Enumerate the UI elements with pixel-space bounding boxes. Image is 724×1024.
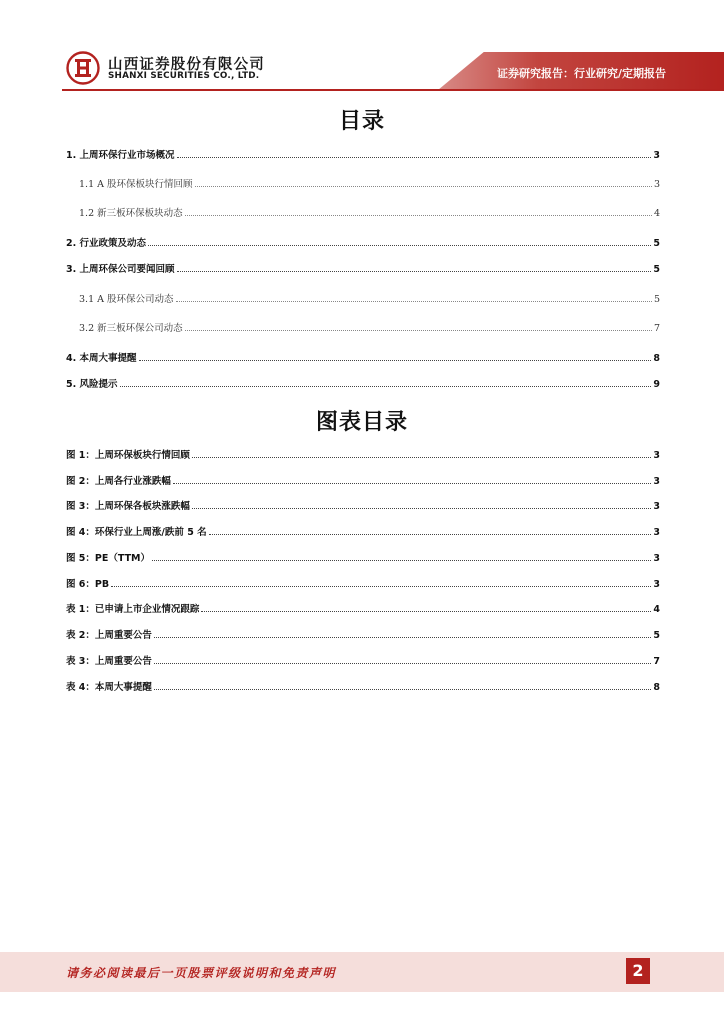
company-name-cn: 山西证券股份有限公司 <box>108 57 265 73</box>
figure-entry-page: 4 <box>653 604 660 615</box>
figure-entry-label: 图 5：PE（TTM） <box>66 553 151 564</box>
toc-entry[interactable] <box>66 377 660 389</box>
toc-entry-label: 3.1 A 股环保公司动态 <box>79 294 174 305</box>
figure-entry-page: 3 <box>653 450 660 461</box>
toc-leader-dots <box>201 602 651 612</box>
toc-entry[interactable] <box>79 321 660 333</box>
toc-entry-label: 5. 风险提示 <box>66 379 118 390</box>
toc-entry-page: 4 <box>653 208 660 219</box>
toc-entry-label: 3. 上周环保公司要闻回顾 <box>66 264 175 275</box>
toc-leader-dots <box>185 321 652 331</box>
report-type-label: 证券研究报告：行业研究/定期报告 <box>496 67 666 80</box>
toc-entry[interactable] <box>66 262 660 274</box>
figure-entry-label: 表 1：已申请上市企业情况跟踪 <box>66 604 200 615</box>
figure-entry-label: 表 2：上周重要公告 <box>66 630 152 641</box>
figure-entry-page: 3 <box>653 527 660 538</box>
figure-entry[interactable] <box>66 525 660 537</box>
toc-leader-dots <box>177 148 652 158</box>
toc-leader-dots <box>148 236 651 246</box>
toc-leader-dots <box>120 377 652 387</box>
figure-entry-page: 3 <box>653 553 660 564</box>
toc-leader-dots <box>152 551 651 561</box>
toc-entry[interactable] <box>66 148 660 160</box>
figure-entry-label: 图 4：环保行业上周涨/跌前 5 名 <box>66 527 207 538</box>
figure-entry[interactable] <box>66 680 660 692</box>
figure-entry-label: 表 4：本周大事提醒 <box>66 682 152 693</box>
figure-entry-label: 图 1：上周环保板块行情回顾 <box>66 450 190 461</box>
figure-entry[interactable] <box>66 474 660 486</box>
toc-entry-page: 3 <box>653 150 660 161</box>
toc-leader-dots <box>185 206 652 216</box>
header-divider <box>62 89 724 91</box>
figure-entry[interactable] <box>66 654 660 666</box>
page-number: 2 <box>626 958 650 984</box>
toc-leader-dots <box>192 499 651 509</box>
toc-leader-dots <box>154 628 651 638</box>
toc-leader-dots <box>111 577 651 587</box>
company-logo-icon <box>66 51 100 85</box>
company-name-en: SHANXI SECURITIES CO., LTD. <box>108 71 260 81</box>
figure-entry-page: 3 <box>653 501 660 512</box>
toc-title: 目录 <box>338 109 385 134</box>
toc-entry[interactable] <box>79 177 660 189</box>
toc-entry-label: 3.2 新三板环保公司动态 <box>79 323 183 334</box>
toc-entry[interactable] <box>66 351 660 363</box>
toc-entry[interactable] <box>79 292 660 304</box>
figure-entry[interactable] <box>66 551 660 563</box>
toc-leader-dots <box>209 525 652 535</box>
figure-entry[interactable] <box>66 499 660 511</box>
toc-entry[interactable] <box>79 206 660 218</box>
figure-entry-label: 图 6：PB <box>66 579 110 590</box>
figure-entry-label: 图 3：上周环保各板块涨跌幅 <box>66 501 190 512</box>
toc-leader-dots <box>154 654 651 664</box>
figures-toc-title: 图表目录 <box>315 410 408 435</box>
toc-leader-dots <box>176 292 652 302</box>
toc-entry-page: 5 <box>653 264 660 275</box>
toc-entry-label: 4. 本周大事提醒 <box>66 353 137 364</box>
figure-entry-label: 表 3：上周重要公告 <box>66 656 152 667</box>
toc-entry[interactable] <box>66 236 660 248</box>
toc-leader-dots <box>177 262 652 272</box>
figure-entry[interactable] <box>66 448 660 460</box>
toc-entry-label: 2. 行业政策及动态 <box>66 238 147 249</box>
figure-entry-page: 5 <box>653 630 660 641</box>
figure-entry-page: 3 <box>653 579 660 590</box>
figure-entry-label: 图 2：上周各行业涨跌幅 <box>66 476 171 487</box>
toc-entry-label: 1.1 A 股环保板块行情回顾 <box>79 179 193 190</box>
footer-disclaimer: 请务必阅读最后一页股票评级说明和免责声明 <box>66 966 337 980</box>
toc-leader-dots <box>173 474 651 484</box>
toc-entry-page: 3 <box>653 179 660 190</box>
toc-entry-page: 7 <box>653 323 660 334</box>
figure-entry-page: 8 <box>653 682 660 693</box>
page-header <box>0 0 724 100</box>
toc-entry-page: 5 <box>653 238 660 249</box>
toc-leader-dots <box>192 448 651 458</box>
toc-entry-page: 9 <box>653 379 660 390</box>
toc-entry-label: 1. 上周环保行业市场概况 <box>66 150 175 161</box>
figure-entry-page: 3 <box>653 476 660 487</box>
figure-entry[interactable] <box>66 602 660 614</box>
toc-leader-dots <box>154 680 651 690</box>
toc-entry-label: 1.2 新三板环保板块动态 <box>79 208 183 219</box>
figure-entry[interactable] <box>66 577 660 589</box>
figure-entry-page: 7 <box>653 656 660 667</box>
toc-leader-dots <box>139 351 652 361</box>
toc-leader-dots <box>195 177 652 187</box>
toc-entry-page: 8 <box>653 353 660 364</box>
figure-entry[interactable] <box>66 628 660 640</box>
toc-entry-page: 5 <box>653 294 660 305</box>
